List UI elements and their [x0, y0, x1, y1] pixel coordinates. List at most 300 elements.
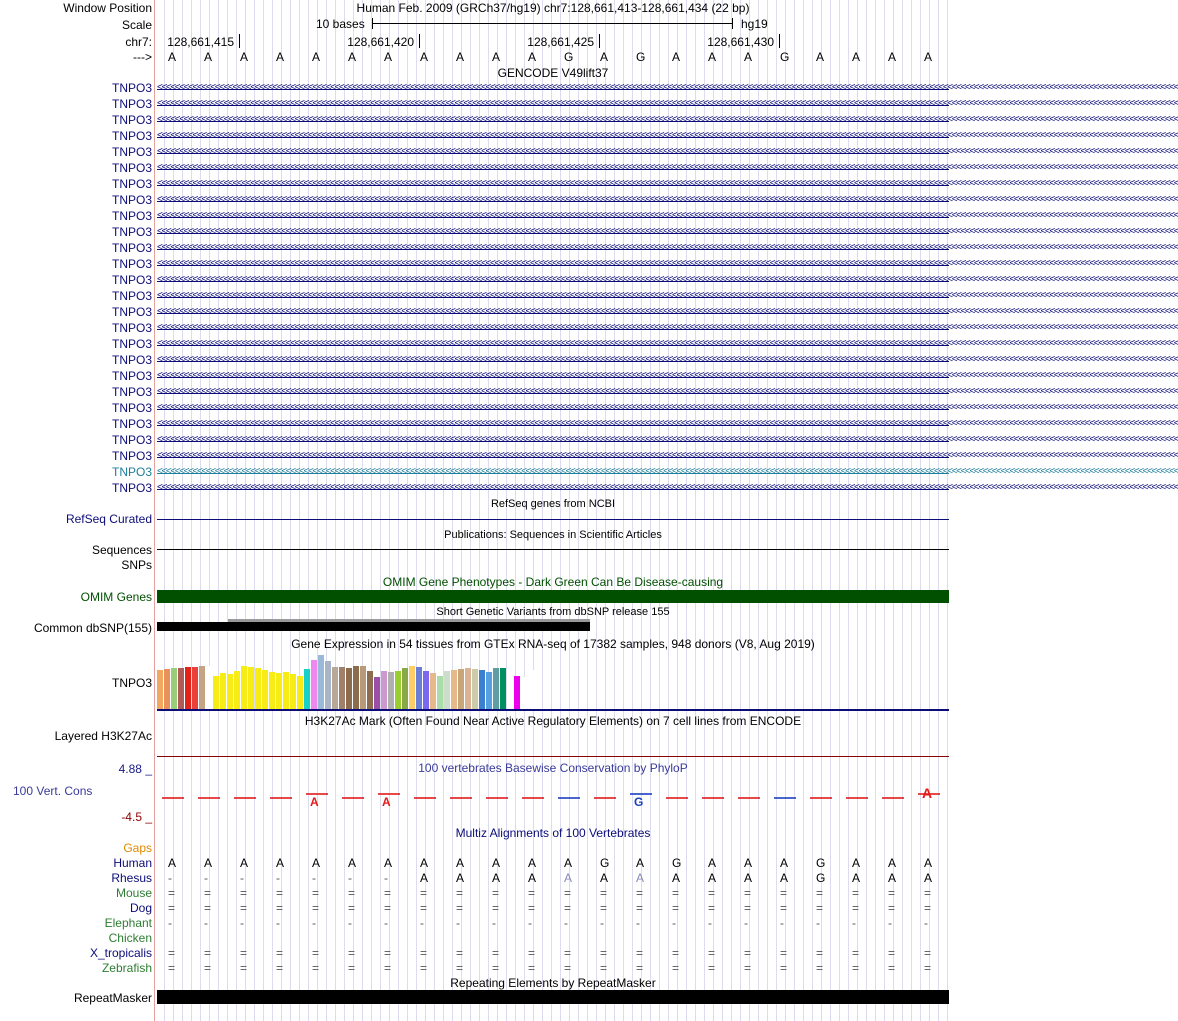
multiz-alignment-cell: = [384, 886, 392, 900]
gencode-transcript-line[interactable]: <<<<<<<<<<<<<<<<<<<<<<<<<<<<<<<<<<<<<<<<<<<<<<<<<<<<<<<<<<<<<<<<<<<<<<<<<<<<<<<<<<<<<<<<<<<<<<<<<<<<<<<<<<<<<<<<<<<<<<<<<<<<<<<<<<<<<<<<<<<<<<<<<<<<<<<<<<<<<<<<<<<<<<<<<<<<<<<<<<<<<<<<<<<<<<<<<<<<<<<<<<<<<<<<<<<<<<<<<<<<<<<<<<<<<< [157, 386, 1178, 397]
multiz-alignment-cell: - [492, 916, 496, 930]
multiz-title: Multiz Alignments of 100 Vertebrates [455, 826, 651, 840]
multiz-alignment-cell: - [528, 916, 532, 930]
multiz-alignment-cell: - [888, 916, 892, 930]
multiz-alignment-cell: - [600, 916, 604, 930]
base-letter: A [168, 50, 177, 64]
gtex-bar-chart[interactable] [157, 655, 557, 709]
gencode-transcript-line[interactable]: <<<<<<<<<<<<<<<<<<<<<<<<<<<<<<<<<<<<<<<<<<<<<<<<<<<<<<<<<<<<<<<<<<<<<<<<<<<<<<<<<<<<<<<<<<<<<<<<<<<<<<<<<<<<<<<<<<<<<<<<<<<<<<<<<<<<<<<<<<<<<<<<<<<<<<<<<<<<<<<<<<<<<<<<<<<<<<<<<<<<<<<<<<<<<<<<<<<<<<<<<<<<<<<<<<<<<<<<<<<<<<<<<<<<<< [157, 114, 1178, 125]
gtex-tissue-bar[interactable] [339, 667, 345, 709]
phylop-ymax: 4.88 _ [118, 762, 152, 776]
multiz-alignment-cell: A [888, 856, 897, 870]
scale-bar-right-tick [732, 18, 733, 29]
omim-title: OMIM Gene Phenotypes - Dark Green Can Be Disease-causing [382, 575, 724, 589]
gtex-tissue-bar[interactable] [325, 661, 331, 709]
ruler-tick-label: 128,661,425 [527, 35, 594, 49]
gencode-gene-label[interactable]: TNPO3 [111, 273, 152, 287]
multiz-alignment-cell: = [780, 901, 788, 915]
gtex-title: Gene Expression in 54 tissues from GTEx RNA-seq of 17382 samples, 948 donors (V8, Aug 2019) [291, 637, 815, 651]
multiz-alignment-cell: = [780, 961, 788, 975]
phylop-title: 100 vertebrates Basewise Conservation by PhyloP [418, 761, 688, 775]
gencode-transcript-line[interactable]: <<<<<<<<<<<<<<<<<<<<<<<<<<<<<<<<<<<<<<<<<<<<<<<<<<<<<<<<<<<<<<<<<<<<<<<<<<<<<<<<<<<<<<<<<<<<<<<<<<<<<<<<<<<<<<<<<<<<<<<<<<<<<<<<<<<<<<<<<<<<<<<<<<<<<<<<<<<<<<<<<<<<<<<<<<<<<<<<<<<<<<<<<<<<<<<<<<<<<<<<<<<<<<<<<<<<<<<<<<<<<<<<<<<<<< [157, 322, 1178, 333]
multiz-alignment-cell: G [816, 856, 826, 870]
multiz-alignment-cell: = [744, 886, 752, 900]
phylop-base-letter: G [634, 795, 644, 809]
multiz-alignment-cell: - [204, 871, 208, 885]
multiz-alignment-cell: = [168, 901, 176, 915]
gtex-tissue-bar[interactable] [199, 666, 205, 709]
scale-bar-left-tick [372, 18, 373, 29]
base-letter: A [816, 50, 825, 64]
chrom-label[interactable]: chr7: [125, 35, 152, 49]
gencode-gene-label[interactable]: TNPO3 [111, 353, 152, 367]
gencode-transcript-line[interactable]: <<<<<<<<<<<<<<<<<<<<<<<<<<<<<<<<<<<<<<<<<<<<<<<<<<<<<<<<<<<<<<<<<<<<<<<<<<<<<<<<<<<<<<<<<<<<<<<<<<<<<<<<<<<<<<<<<<<<<<<<<<<<<<<<<<<<<<<<<<<<<<<<<<<<<<<<<<<<<<<<<<<<<<<<<<<<<<<<<<<<<<<<<<<<<<<<<<<<<<<<<<<<<<<<<<<<<<<<<<<<<<<<<<<<<< [157, 466, 1178, 477]
multiz-alignment-cell: A [672, 871, 681, 885]
multiz-alignment-cell: = [204, 961, 212, 975]
gtex-tissue-bar[interactable] [234, 671, 240, 709]
phylop-base-mark [270, 797, 292, 799]
multiz-species-label[interactable]: Mouse [115, 886, 152, 900]
multiz-alignment-cell: = [456, 886, 464, 900]
phylop-base-mark [666, 797, 688, 799]
multiz-alignment-cell: = [420, 901, 428, 915]
gtex-tissue-bar[interactable] [423, 671, 429, 709]
base-letter: A [276, 50, 285, 64]
multiz-alignment-cell: A [780, 871, 789, 885]
gtex-tissue-bar[interactable] [164, 669, 170, 709]
gencode-transcript-line[interactable]: <<<<<<<<<<<<<<<<<<<<<<<<<<<<<<<<<<<<<<<<<<<<<<<<<<<<<<<<<<<<<<<<<<<<<<<<<<<<<<<<<<<<<<<<<<<<<<<<<<<<<<<<<<<<<<<<<<<<<<<<<<<<<<<<<<<<<<<<<<<<<<<<<<<<<<<<<<<<<<<<<<<<<<<<<<<<<<<<<<<<<<<<<<<<<<<<<<<<<<<<<<<<<<<<<<<<<<<<<<<<<<<<<<<<<< [157, 226, 1178, 237]
gencode-gene-label[interactable]: TNPO3 [111, 193, 152, 207]
gtex-tissue-bar[interactable] [353, 666, 359, 709]
multiz-alignment-cell: = [528, 946, 536, 960]
multiz-alignment-cell: = [276, 946, 284, 960]
gtex-tissue-bar[interactable] [395, 671, 401, 709]
multiz-species-label[interactable]: Chicken [108, 931, 152, 945]
multiz-alignment-cell: = [348, 961, 356, 975]
multiz-alignment-cell: - [348, 871, 352, 885]
multiz-alignment-cell: - [204, 916, 208, 930]
gencode-transcript-line[interactable]: <<<<<<<<<<<<<<<<<<<<<<<<<<<<<<<<<<<<<<<<<<<<<<<<<<<<<<<<<<<<<<<<<<<<<<<<<<<<<<<<<<<<<<<<<<<<<<<<<<<<<<<<<<<<<<<<<<<<<<<<<<<<<<<<<<<<<<<<<<<<<<<<<<<<<<<<<<<<<<<<<<<<<<<<<<<<<<<<<<<<<<<<<<<<<<<<<<<<<<<<<<<<<<<<<<<<<<<<<<<<<<<<<<<<<< [157, 418, 1178, 429]
gtex-tissue-bar[interactable] [178, 668, 184, 709]
gtex-tissue-bar[interactable] [276, 673, 282, 709]
gtex-tissue-bar[interactable] [430, 673, 436, 709]
gtex-tissue-bar[interactable] [185, 667, 191, 709]
multiz-alignment-cell: = [168, 886, 176, 900]
multiz-alignment-cell: = [312, 961, 320, 975]
phylop-base-mark [846, 797, 868, 799]
multiz-species-label[interactable]: X_tropicalis [89, 946, 152, 960]
multiz-alignment-cell: A [240, 856, 249, 870]
gencode-transcript-line[interactable]: <<<<<<<<<<<<<<<<<<<<<<<<<<<<<<<<<<<<<<<<<<<<<<<<<<<<<<<<<<<<<<<<<<<<<<<<<<<<<<<<<<<<<<<<<<<<<<<<<<<<<<<<<<<<<<<<<<<<<<<<<<<<<<<<<<<<<<<<<<<<<<<<<<<<<<<<<<<<<<<<<<<<<<<<<<<<<<<<<<<<<<<<<<<<<<<<<<<<<<<<<<<<<<<<<<<<<<<<<<<<<<<<<<<<<< [157, 402, 1178, 413]
multiz-alignment-cell: = [528, 886, 536, 900]
gtex-tissue-bar[interactable] [493, 668, 499, 709]
multiz-alignment-cell: A [492, 856, 501, 870]
gtex-tissue-bar[interactable] [297, 676, 303, 709]
multiz-alignment-cell: = [384, 961, 392, 975]
gtex-tissue-bar[interactable] [472, 669, 478, 709]
gencode-transcript-line[interactable]: <<<<<<<<<<<<<<<<<<<<<<<<<<<<<<<<<<<<<<<<<<<<<<<<<<<<<<<<<<<<<<<<<<<<<<<<<<<<<<<<<<<<<<<<<<<<<<<<<<<<<<<<<<<<<<<<<<<<<<<<<<<<<<<<<<<<<<<<<<<<<<<<<<<<<<<<<<<<<<<<<<<<<<<<<<<<<<<<<<<<<<<<<<<<<<<<<<<<<<<<<<<<<<<<<<<<<<<<<<<<<<<<<<<<<< [157, 210, 1178, 221]
gtex-tissue-bar[interactable] [318, 655, 324, 709]
gencode-transcript-line[interactable]: <<<<<<<<<<<<<<<<<<<<<<<<<<<<<<<<<<<<<<<<<<<<<<<<<<<<<<<<<<<<<<<<<<<<<<<<<<<<<<<<<<<<<<<<<<<<<<<<<<<<<<<<<<<<<<<<<<<<<<<<<<<<<<<<<<<<<<<<<<<<<<<<<<<<<<<<<<<<<<<<<<<<<<<<<<<<<<<<<<<<<<<<<<<<<<<<<<<<<<<<<<<<<<<<<<<<<<<<<<<<<<<<<<<<<< [157, 242, 1178, 253]
multiz-alignment-cell: = [420, 961, 428, 975]
gtex-tissue-bar[interactable] [521, 677, 527, 709]
h3k27ac-title: H3K27Ac Mark (Often Found Near Active Regulatory Elements) on 7 cell lines from ENCODE [304, 714, 802, 728]
multiz-alignment-cell: = [384, 901, 392, 915]
gencode-transcript-line[interactable]: <<<<<<<<<<<<<<<<<<<<<<<<<<<<<<<<<<<<<<<<<<<<<<<<<<<<<<<<<<<<<<<<<<<<<<<<<<<<<<<<<<<<<<<<<<<<<<<<<<<<<<<<<<<<<<<<<<<<<<<<<<<<<<<<<<<<<<<<<<<<<<<<<<<<<<<<<<<<<<<<<<<<<<<<<<<<<<<<<<<<<<<<<<<<<<<<<<<<<<<<<<<<<<<<<<<<<<<<<<<<<<<<<<<<<< [157, 482, 1178, 493]
gtex-tissue-bar[interactable] [283, 672, 289, 709]
multiz-alignment-cell: = [600, 901, 608, 915]
ruler-tick-label: 128,661,420 [347, 35, 414, 49]
gencode-transcript-line[interactable]: <<<<<<<<<<<<<<<<<<<<<<<<<<<<<<<<<<<<<<<<<<<<<<<<<<<<<<<<<<<<<<<<<<<<<<<<<<<<<<<<<<<<<<<<<<<<<<<<<<<<<<<<<<<<<<<<<<<<<<<<<<<<<<<<<<<<<<<<<<<<<<<<<<<<<<<<<<<<<<<<<<<<<<<<<<<<<<<<<<<<<<<<<<<<<<<<<<<<<<<<<<<<<<<<<<<<<<<<<<<<<<<<<<<<<< [157, 338, 1178, 349]
gencode-gene-label[interactable]: TNPO3 [111, 113, 152, 127]
h3k27ac-label[interactable]: Layered H3K27Ac [54, 729, 152, 743]
multiz-species-label[interactable]: Elephant [104, 916, 152, 930]
gtex-tissue-bar[interactable] [416, 667, 422, 709]
phylop-base-mark [342, 797, 364, 799]
phylop-base-letter: A [310, 795, 319, 809]
scale-bar [372, 23, 733, 24]
gencode-gene-label[interactable]: TNPO3 [111, 305, 152, 319]
ruler-tick-label: 128,661,430 [707, 35, 774, 49]
gencode-gene-label[interactable]: TNPO3 [111, 81, 152, 95]
gencode-gene-label[interactable]: TNPO3 [111, 401, 152, 415]
gencode-transcript-line[interactable]: <<<<<<<<<<<<<<<<<<<<<<<<<<<<<<<<<<<<<<<<<<<<<<<<<<<<<<<<<<<<<<<<<<<<<<<<<<<<<<<<<<<<<<<<<<<<<<<<<<<<<<<<<<<<<<<<<<<<<<<<<<<<<<<<<<<<<<<<<<<<<<<<<<<<<<<<<<<<<<<<<<<<<<<<<<<<<<<<<<<<<<<<<<<<<<<<<<<<<<<<<<<<<<<<<<<<<<<<<<<<<<<<<<<<<< [157, 194, 1178, 205]
multiz-alignment-cell: = [204, 886, 212, 900]
multiz-alignment-cell: = [564, 946, 572, 960]
multiz-alignment-cell: = [492, 901, 500, 915]
gtex-tissue-bar[interactable] [479, 670, 485, 709]
multiz-alignment-cell: = [888, 961, 896, 975]
gtex-tissue-bar[interactable] [458, 669, 464, 709]
base-letter: A [312, 50, 321, 64]
gtex-tissue-bar[interactable] [255, 668, 261, 709]
multiz-alignment-cell: = [708, 961, 716, 975]
repeatmasker-label[interactable]: RepeatMasker [73, 991, 152, 1005]
gencode-gene-label[interactable]: TNPO3 [111, 465, 152, 479]
base-letter: A [600, 50, 609, 64]
multiz-alignment-cell: - [312, 916, 316, 930]
multiz-alignment-cell: = [240, 946, 248, 960]
base-letter: A [528, 50, 537, 64]
multiz-alignment-cell: = [888, 901, 896, 915]
gtex-tissue-bar[interactable] [444, 671, 450, 709]
gencode-transcript-line[interactable]: <<<<<<<<<<<<<<<<<<<<<<<<<<<<<<<<<<<<<<<<<<<<<<<<<<<<<<<<<<<<<<<<<<<<<<<<<<<<<<<<<<<<<<<<<<<<<<<<<<<<<<<<<<<<<<<<<<<<<<<<<<<<<<<<<<<<<<<<<<<<<<<<<<<<<<<<<<<<<<<<<<<<<<<<<<<<<<<<<<<<<<<<<<<<<<<<<<<<<<<<<<<<<<<<<<<<<<<<<<<<<<<<<<<<<< [157, 258, 1178, 269]
gencode-transcript-line[interactable]: <<<<<<<<<<<<<<<<<<<<<<<<<<<<<<<<<<<<<<<<<<<<<<<<<<<<<<<<<<<<<<<<<<<<<<<<<<<<<<<<<<<<<<<<<<<<<<<<<<<<<<<<<<<<<<<<<<<<<<<<<<<<<<<<<<<<<<<<<<<<<<<<<<<<<<<<<<<<<<<<<<<<<<<<<<<<<<<<<<<<<<<<<<<<<<<<<<<<<<<<<<<<<<<<<<<<<<<<<<<<<<<<<<<<<< [157, 82, 1178, 93]
multiz-alignment-cell: = [672, 886, 680, 900]
gencode-gene-label[interactable]: TNPO3 [111, 369, 152, 383]
multiz-alignment-cell: A [528, 871, 537, 885]
multiz-alignment-cell: - [312, 871, 316, 885]
gtex-tissue-bar[interactable] [388, 672, 394, 709]
phylop-label[interactable]: 100 Vert. Cons [13, 784, 93, 798]
base-letter: A [348, 50, 357, 64]
multiz-alignment-cell: - [780, 916, 784, 930]
multiz-alignment-cell: = [168, 961, 176, 975]
strand-label[interactable]: ---> [133, 50, 152, 64]
multiz-alignment-cell: = [636, 961, 644, 975]
omim-label[interactable]: OMIM Genes [80, 590, 152, 604]
gtex-tissue-bar[interactable] [192, 667, 198, 709]
multiz-alignment-cell: = [744, 961, 752, 975]
multiz-species-label[interactable]: Dog [129, 901, 152, 915]
multiz-alignment-cell: - [240, 916, 244, 930]
gtex-tissue-bar[interactable] [381, 671, 387, 709]
multiz-alignment-cell: = [780, 946, 788, 960]
gencode-gene-label[interactable]: TNPO3 [111, 145, 152, 159]
ruler-tick-mark [239, 34, 240, 48]
multiz-alignment-cell: = [492, 961, 500, 975]
multiz-alignment-cell: = [204, 901, 212, 915]
multiz-alignment-cell: - [240, 871, 244, 885]
gtex-tissue-bar[interactable] [262, 670, 268, 709]
base-letter: A [420, 50, 429, 64]
gtex-tissue-bar[interactable] [486, 672, 492, 709]
multiz-alignment-cell: = [636, 901, 644, 915]
multiz-alignment-cell: = [456, 901, 464, 915]
scale-db: hg19 [741, 17, 768, 31]
gencode-transcript-line[interactable]: <<<<<<<<<<<<<<<<<<<<<<<<<<<<<<<<<<<<<<<<<<<<<<<<<<<<<<<<<<<<<<<<<<<<<<<<<<<<<<<<<<<<<<<<<<<<<<<<<<<<<<<<<<<<<<<<<<<<<<<<<<<<<<<<<<<<<<<<<<<<<<<<<<<<<<<<<<<<<<<<<<<<<<<<<<<<<<<<<<<<<<<<<<<<<<<<<<<<<<<<<<<<<<<<<<<<<<<<<<<<<<<<<<<<<< [157, 290, 1178, 301]
multiz-alignment-cell: A [888, 871, 897, 885]
base-letter: A [672, 50, 681, 64]
gtex-tissue-bar[interactable] [304, 669, 310, 709]
multiz-alignment-cell: - [636, 916, 640, 930]
multiz-alignment-cell: = [600, 886, 608, 900]
gtex-tissue-bar[interactable] [451, 670, 457, 709]
gencode-gene-label[interactable]: TNPO3 [111, 225, 152, 239]
multiz-alignment-cell: = [816, 961, 824, 975]
gtex-tissue-bar[interactable] [290, 674, 296, 709]
gencode-gene-label[interactable]: TNPO3 [111, 97, 152, 111]
gtex-tissue-bar[interactable] [465, 668, 471, 709]
multiz-alignment-cell: = [672, 901, 680, 915]
multiz-species-label[interactable]: Zebrafish [101, 961, 152, 975]
gtex-label[interactable]: TNPO3 [111, 676, 152, 690]
gtex-tissue-bar[interactable] [374, 677, 380, 709]
gtex-tissue-bar[interactable] [367, 671, 373, 709]
multiz-alignment-cell: = [420, 946, 428, 960]
multiz-alignment-cell: = [312, 946, 320, 960]
scale-label: Scale [121, 18, 152, 32]
gtex-tissue-bar[interactable] [528, 670, 534, 709]
multiz-alignment-cell: = [528, 901, 536, 915]
multiz-alignment-cell: A [924, 871, 933, 885]
gtex-tissue-bar[interactable] [346, 668, 352, 709]
multiz-alignment-cell: - [744, 916, 748, 930]
repeatmasker-title: Repeating Elements by RepeatMasker [450, 976, 656, 990]
base-letter: A [852, 50, 861, 64]
multiz-alignment-cell: - [564, 916, 568, 930]
multiz-species-label[interactable]: Rhesus [111, 871, 152, 885]
multiz-alignment-cell: - [672, 916, 676, 930]
gencode-transcript-line[interactable]: <<<<<<<<<<<<<<<<<<<<<<<<<<<<<<<<<<<<<<<<<<<<<<<<<<<<<<<<<<<<<<<<<<<<<<<<<<<<<<<<<<<<<<<<<<<<<<<<<<<<<<<<<<<<<<<<<<<<<<<<<<<<<<<<<<<<<<<<<<<<<<<<<<<<<<<<<<<<<<<<<<<<<<<<<<<<<<<<<<<<<<<<<<<<<<<<<<<<<<<<<<<<<<<<<<<<<<<<<<<<<<<<<<<<<< [157, 146, 1178, 157]
multiz-alignment-cell: A [708, 871, 717, 885]
gencode-transcript-line[interactable]: <<<<<<<<<<<<<<<<<<<<<<<<<<<<<<<<<<<<<<<<<<<<<<<<<<<<<<<<<<<<<<<<<<<<<<<<<<<<<<<<<<<<<<<<<<<<<<<<<<<<<<<<<<<<<<<<<<<<<<<<<<<<<<<<<<<<<<<<<<<<<<<<<<<<<<<<<<<<<<<<<<<<<<<<<<<<<<<<<<<<<<<<<<<<<<<<<<<<<<<<<<<<<<<<<<<<<<<<<<<<<<<<<<<<<< [157, 450, 1178, 461]
gtex-tissue-bar[interactable] [241, 666, 247, 709]
gencode-gene-label[interactable]: TNPO3 [111, 385, 152, 399]
multiz-alignment-cell: A [420, 871, 429, 885]
snps-label[interactable]: SNPs [121, 558, 152, 572]
multiz-alignment-cell: = [852, 946, 860, 960]
multiz-alignment-cell: = [564, 961, 572, 975]
multiz-alignment-cell: = [852, 901, 860, 915]
multiz-alignment-cell: = [924, 961, 932, 975]
refseq-label[interactable]: RefSeq Curated [65, 512, 152, 526]
base-letter: A [492, 50, 501, 64]
multiz-alignment-cell: = [348, 946, 356, 960]
phylop-base-mark [594, 797, 616, 799]
label-separator [154, 0, 155, 1021]
scale-text: 10 bases [316, 17, 365, 31]
gtex-tissue-bar[interactable] [248, 667, 254, 709]
gtex-tissue-bar[interactable] [220, 673, 226, 709]
publications-title: Publications: Sequences in Scientific Articles [444, 529, 662, 541]
gtex-tissue-bar[interactable] [500, 668, 506, 709]
multiz-alignment-cell: = [276, 901, 284, 915]
multiz-alignment-cell: A [744, 871, 753, 885]
multiz-alignment-cell: = [240, 901, 248, 915]
refseq-line[interactable] [157, 519, 949, 520]
multiz-alignment-cell: = [600, 946, 608, 960]
multiz-alignment-cell: A [636, 856, 645, 870]
dbsnp-black-bar[interactable] [157, 622, 590, 631]
multiz-alignment-cell: A [564, 871, 573, 885]
gencode-transcript-line[interactable]: <<<<<<<<<<<<<<<<<<<<<<<<<<<<<<<<<<<<<<<<<<<<<<<<<<<<<<<<<<<<<<<<<<<<<<<<<<<<<<<<<<<<<<<<<<<<<<<<<<<<<<<<<<<<<<<<<<<<<<<<<<<<<<<<<<<<<<<<<<<<<<<<<<<<<<<<<<<<<<<<<<<<<<<<<<<<<<<<<<<<<<<<<<<<<<<<<<<<<<<<<<<<<<<<<<<<<<<<<<<<<<<<<<<<<< [157, 130, 1178, 141]
multiz-alignment-cell: A [744, 856, 753, 870]
gencode-gene-label[interactable]: TNPO3 [111, 241, 152, 255]
gencode-gene-label[interactable]: TNPO3 [111, 321, 152, 335]
phylop-base-mark [810, 797, 832, 799]
multiz-alignment-cell: A [636, 871, 645, 885]
gencode-transcript-line[interactable]: <<<<<<<<<<<<<<<<<<<<<<<<<<<<<<<<<<<<<<<<<<<<<<<<<<<<<<<<<<<<<<<<<<<<<<<<<<<<<<<<<<<<<<<<<<<<<<<<<<<<<<<<<<<<<<<<<<<<<<<<<<<<<<<<<<<<<<<<<<<<<<<<<<<<<<<<<<<<<<<<<<<<<<<<<<<<<<<<<<<<<<<<<<<<<<<<<<<<<<<<<<<<<<<<<<<<<<<<<<<<<<<<<<<<<< [157, 274, 1178, 285]
multiz-species-label[interactable]: Human [113, 856, 152, 870]
multiz-alignment-cell: A [168, 856, 177, 870]
multiz-alignment-cell: = [348, 901, 356, 915]
gtex-tissue-bar[interactable] [409, 666, 415, 709]
gtex-tissue-bar[interactable] [332, 667, 338, 709]
gtex-tissue-bar[interactable] [507, 669, 513, 709]
multiz-alignment-cell: A [420, 856, 429, 870]
base-letter: A [456, 50, 465, 64]
multiz-alignment-cell: = [780, 886, 788, 900]
gtex-tissue-bar[interactable] [311, 660, 317, 709]
gtex-tissue-bar[interactable] [360, 666, 366, 709]
multiz-alignment-cell: A [492, 871, 501, 885]
multiz-alignment-cell: - [924, 916, 928, 930]
gencode-gene-label[interactable]: TNPO3 [111, 129, 152, 143]
gencode-transcript-line[interactable]: <<<<<<<<<<<<<<<<<<<<<<<<<<<<<<<<<<<<<<<<<<<<<<<<<<<<<<<<<<<<<<<<<<<<<<<<<<<<<<<<<<<<<<<<<<<<<<<<<<<<<<<<<<<<<<<<<<<<<<<<<<<<<<<<<<<<<<<<<<<<<<<<<<<<<<<<<<<<<<<<<<<<<<<<<<<<<<<<<<<<<<<<<<<<<<<<<<<<<<<<<<<<<<<<<<<<<<<<<<<<<<<<<<<<<< [157, 98, 1178, 109]
base-letter: G [564, 50, 574, 64]
gencode-transcript-line[interactable]: <<<<<<<<<<<<<<<<<<<<<<<<<<<<<<<<<<<<<<<<<<<<<<<<<<<<<<<<<<<<<<<<<<<<<<<<<<<<<<<<<<<<<<<<<<<<<<<<<<<<<<<<<<<<<<<<<<<<<<<<<<<<<<<<<<<<<<<<<<<<<<<<<<<<<<<<<<<<<<<<<<<<<<<<<<<<<<<<<<<<<<<<<<<<<<<<<<<<<<<<<<<<<<<<<<<<<<<<<<<<<<<<<<<<<< [157, 162, 1178, 173]
multiz-alignment-cell: = [456, 961, 464, 975]
gencode-transcript-line[interactable]: <<<<<<<<<<<<<<<<<<<<<<<<<<<<<<<<<<<<<<<<<<<<<<<<<<<<<<<<<<<<<<<<<<<<<<<<<<<<<<<<<<<<<<<<<<<<<<<<<<<<<<<<<<<<<<<<<<<<<<<<<<<<<<<<<<<<<<<<<<<<<<<<<<<<<<<<<<<<<<<<<<<<<<<<<<<<<<<<<<<<<<<<<<<<<<<<<<<<<<<<<<<<<<<<<<<<<<<<<<<<<<<<<<<<<< [157, 434, 1178, 445]
gtex-tissue-bar[interactable] [171, 668, 177, 709]
gencode-gene-label[interactable]: TNPO3 [111, 433, 152, 447]
multiz-alignment-cell: = [744, 946, 752, 960]
multiz-alignment-cell: = [672, 961, 680, 975]
gencode-gene-label[interactable]: TNPO3 [111, 417, 152, 431]
h3k27ac-line[interactable] [157, 756, 949, 757]
multiz-alignment-cell: = [888, 886, 896, 900]
gencode-gene-label[interactable]: TNPO3 [111, 209, 152, 223]
multiz-alignment-cell: - [708, 916, 712, 930]
multiz-alignment-cell: = [708, 946, 716, 960]
multiz-alignment-cell: = [672, 946, 680, 960]
publications-label[interactable]: Sequences [91, 543, 152, 557]
multiz-alignment-cell: A [924, 856, 933, 870]
multiz-alignment-cell: A [384, 856, 393, 870]
gtex-tissue-bar[interactable] [437, 676, 443, 709]
gencode-gene-label[interactable]: TNPO3 [111, 177, 152, 191]
base-letter: G [780, 50, 790, 64]
gencode-gene-label[interactable]: TNPO3 [111, 449, 152, 463]
base-letter: A [924, 50, 933, 64]
phylop-base-mark [486, 797, 508, 799]
phylop-base-mark [450, 797, 472, 799]
multiz-alignment-cell: = [708, 886, 716, 900]
gencode-transcript-line[interactable]: <<<<<<<<<<<<<<<<<<<<<<<<<<<<<<<<<<<<<<<<<<<<<<<<<<<<<<<<<<<<<<<<<<<<<<<<<<<<<<<<<<<<<<<<<<<<<<<<<<<<<<<<<<<<<<<<<<<<<<<<<<<<<<<<<<<<<<<<<<<<<<<<<<<<<<<<<<<<<<<<<<<<<<<<<<<<<<<<<<<<<<<<<<<<<<<<<<<<<<<<<<<<<<<<<<<<<<<<<<<<<<<<<<<<<< [157, 306, 1178, 317]
publications-line[interactable] [157, 549, 949, 550]
multiz-alignment-cell: = [168, 946, 176, 960]
gtex-tissue-bar[interactable] [269, 672, 275, 709]
repeatmasker-bar[interactable] [157, 990, 949, 1004]
phylop-base-mark [234, 797, 256, 799]
gencode-gene-label[interactable]: TNPO3 [111, 161, 152, 175]
multiz-alignment-cell: = [492, 886, 500, 900]
dbsnp-label[interactable]: Common dbSNP(155) [33, 621, 152, 635]
gtex-tissue-bar[interactable] [157, 670, 163, 709]
multiz-alignment-cell: = [348, 886, 356, 900]
multiz-alignment-cell: A [312, 856, 321, 870]
multiz-alignment-cell: - [384, 916, 388, 930]
gencode-gene-label[interactable]: TNPO3 [111, 337, 152, 351]
multiz-alignment-cell: - [816, 916, 820, 930]
gtex-tissue-bar[interactable] [213, 676, 219, 709]
phylop-base-mark [738, 797, 760, 799]
omim-gene-bar[interactable] [157, 590, 949, 603]
multiz-alignment-cell: A [708, 856, 717, 870]
gencode-transcript-line[interactable]: <<<<<<<<<<<<<<<<<<<<<<<<<<<<<<<<<<<<<<<<<<<<<<<<<<<<<<<<<<<<<<<<<<<<<<<<<<<<<<<<<<<<<<<<<<<<<<<<<<<<<<<<<<<<<<<<<<<<<<<<<<<<<<<<<<<<<<<<<<<<<<<<<<<<<<<<<<<<<<<<<<<<<<<<<<<<<<<<<<<<<<<<<<<<<<<<<<<<<<<<<<<<<<<<<<<<<<<<<<<<<<<<<<<<<< [157, 370, 1178, 381]
phylop-ymin: -4.5 _ [121, 810, 152, 824]
gtex-tissue-bar[interactable] [227, 674, 233, 709]
multiz-gaps-label[interactable]: Gaps [123, 841, 152, 855]
gencode-transcript-line[interactable]: <<<<<<<<<<<<<<<<<<<<<<<<<<<<<<<<<<<<<<<<<<<<<<<<<<<<<<<<<<<<<<<<<<<<<<<<<<<<<<<<<<<<<<<<<<<<<<<<<<<<<<<<<<<<<<<<<<<<<<<<<<<<<<<<<<<<<<<<<<<<<<<<<<<<<<<<<<<<<<<<<<<<<<<<<<<<<<<<<<<<<<<<<<<<<<<<<<<<<<<<<<<<<<<<<<<<<<<<<<<<<<<<<<<<<< [157, 354, 1178, 365]
phylop-base-mark [774, 797, 796, 799]
multiz-alignment-cell: = [924, 901, 932, 915]
multiz-alignment-cell: = [276, 961, 284, 975]
multiz-alignment-cell: - [276, 871, 280, 885]
multiz-alignment-cell: = [744, 901, 752, 915]
base-letter: A [888, 50, 897, 64]
multiz-alignment-cell: = [276, 886, 284, 900]
gencode-gene-label[interactable]: TNPO3 [111, 289, 152, 303]
gencode-transcript-line[interactable]: <<<<<<<<<<<<<<<<<<<<<<<<<<<<<<<<<<<<<<<<<<<<<<<<<<<<<<<<<<<<<<<<<<<<<<<<<<<<<<<<<<<<<<<<<<<<<<<<<<<<<<<<<<<<<<<<<<<<<<<<<<<<<<<<<<<<<<<<<<<<<<<<<<<<<<<<<<<<<<<<<<<<<<<<<<<<<<<<<<<<<<<<<<<<<<<<<<<<<<<<<<<<<<<<<<<<<<<<<<<<<<<<<<<<<< [157, 178, 1178, 189]
base-letter: A [204, 50, 213, 64]
dbsnp-title: Short Genetic Variants from dbSNP release 155 [436, 606, 670, 618]
multiz-alignment-cell: = [636, 886, 644, 900]
gtex-tissue-bar[interactable] [514, 676, 520, 709]
phylop-base-mark [522, 797, 544, 799]
base-letter: A [744, 50, 753, 64]
phylop-base-mark [198, 797, 220, 799]
gencode-gene-label[interactable]: TNPO3 [111, 257, 152, 271]
gtex-tissue-bar[interactable] [206, 666, 212, 709]
gtex-tissue-bar[interactable] [402, 668, 408, 709]
multiz-alignment-cell: = [384, 946, 392, 960]
gencode-gene-label[interactable]: TNPO3 [111, 481, 152, 495]
multiz-alignment-cell: = [312, 886, 320, 900]
multiz-alignment-cell: = [240, 886, 248, 900]
multiz-alignment-cell: - [276, 916, 280, 930]
